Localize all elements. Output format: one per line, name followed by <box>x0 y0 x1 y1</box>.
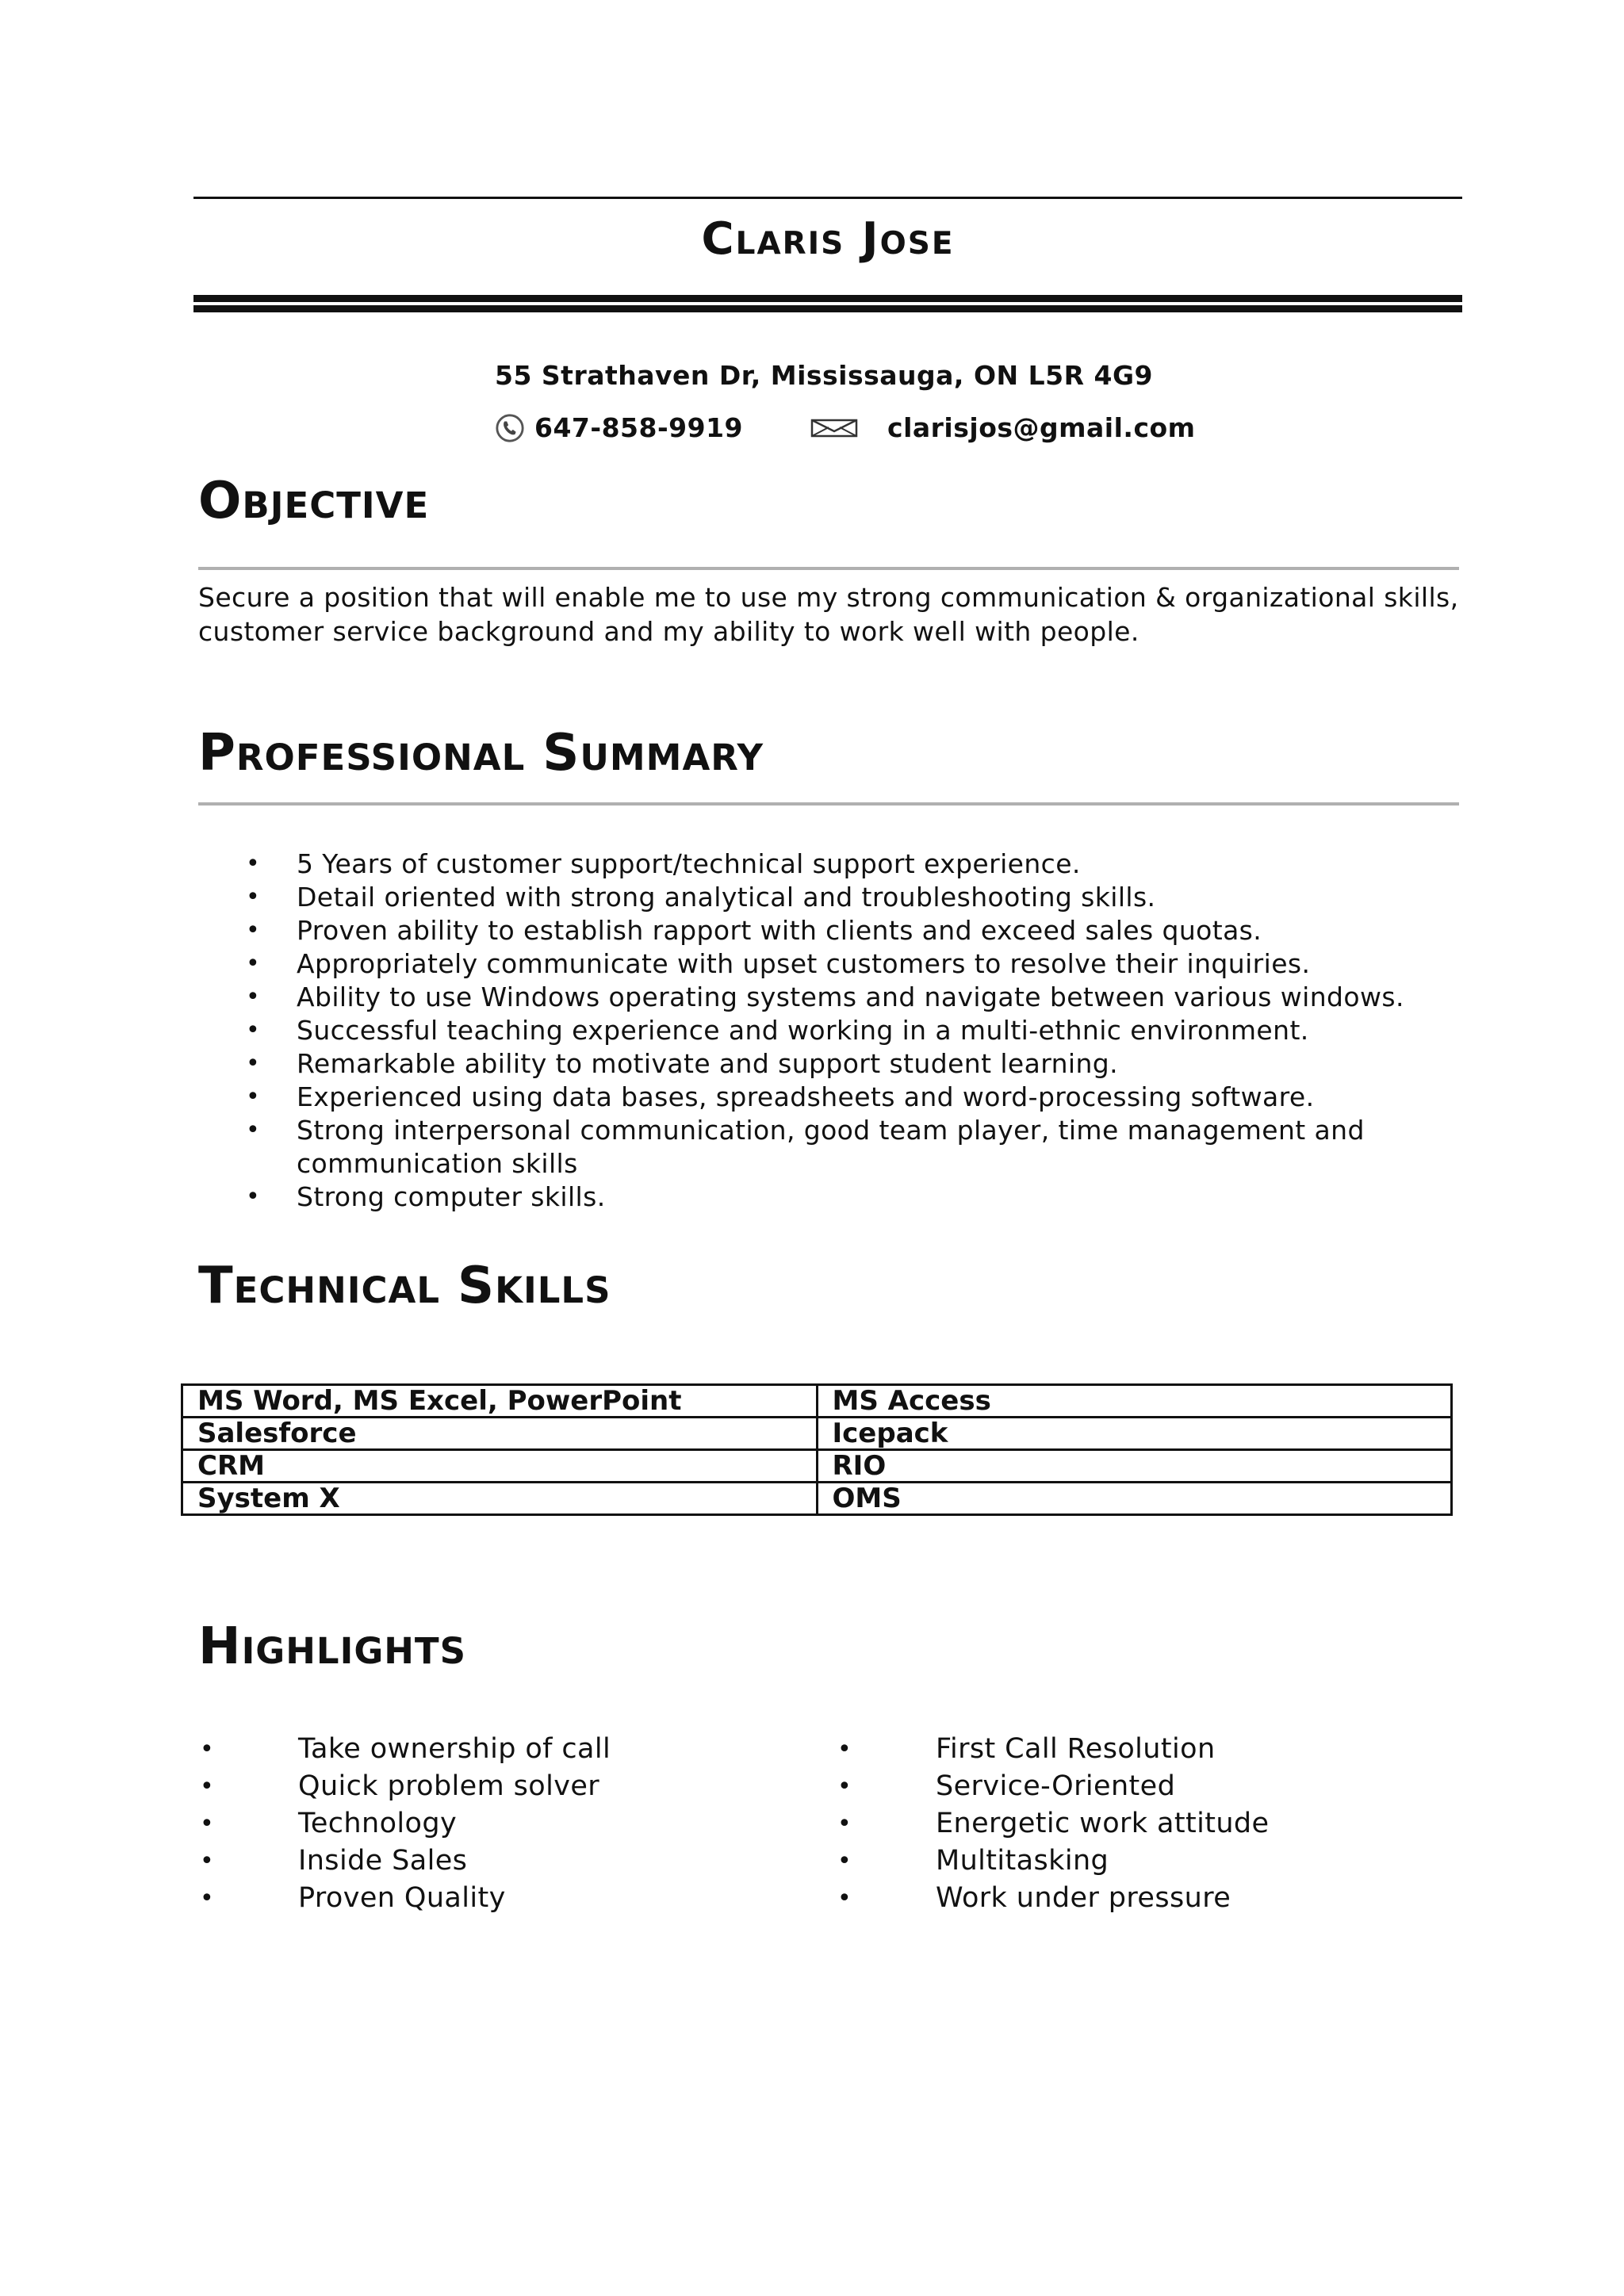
table-row <box>182 1483 1452 1515</box>
table-cell: MS Access <box>817 1385 1452 1418</box>
name-divider-thick <box>193 295 1462 302</box>
table-cell: Salesforce <box>182 1418 818 1450</box>
table-row <box>182 1385 1452 1418</box>
skills-heading <box>198 1257 628 1315</box>
highlights-right-list <box>837 1731 1456 1917</box>
list-item: • Ability to use Windows operating systems and navigate between various windows. <box>246 981 1475 1014</box>
table-cell: RIO <box>817 1450 1452 1483</box>
phone-icon <box>495 413 525 443</box>
list-item: • Experienced using data bases, spreadsheets and word-processing software. <box>246 1081 1475 1114</box>
table-row <box>182 1450 1452 1483</box>
objective-text: Secure a position that will enable me to use my strong communication & organizational skills, customer service background and my ability to work well with people. <box>198 582 1459 647</box>
address: 55 Strathaven Dr, Mississauga, ON L5R 4G9 <box>495 360 1154 391</box>
list-item: • Detail oriented with strong analytical and troubleshooting skills. <box>246 881 1475 914</box>
table-cell: Icepack <box>817 1418 1452 1450</box>
skills-table <box>181 1383 1453 1516</box>
list-item: • Technology <box>200 1805 802 1843</box>
list-item: • Energetic work attitude <box>837 1805 1456 1843</box>
list-item: • Service-Oriented <box>837 1768 1456 1805</box>
list-item: • Quick problem solver <box>200 1768 802 1805</box>
summary-heading-word-1: Professional <box>198 724 526 783</box>
phone-number: 647-858-9919 <box>534 412 744 443</box>
objective-divider <box>198 567 1459 570</box>
list-item: • Strong computer skills. <box>246 1181 1475 1214</box>
skills-heading-word-2: Skills <box>458 1257 611 1315</box>
table-cell: OMS <box>817 1483 1452 1515</box>
skills-heading-word-1: Technical <box>198 1257 441 1315</box>
summary-heading <box>198 724 781 783</box>
list-item: • First Call Resolution <box>837 1731 1456 1768</box>
list-item: • Appropriately communicate with upset customers to resolve their inquiries. <box>246 947 1475 981</box>
summary-divider <box>198 802 1459 806</box>
candidate-name: Claris Jose <box>701 213 955 265</box>
list-item: • 5 Years of customer support/technical support experience. <box>246 848 1475 881</box>
summary-list <box>246 848 1475 1214</box>
highlights-left-list <box>200 1731 802 1917</box>
contact-line <box>495 412 1196 443</box>
email-address: clarisjos@gmail.com <box>887 412 1196 443</box>
list-item: • Work under pressure <box>837 1880 1456 1917</box>
highlights-heading: Highlights <box>198 1617 467 1676</box>
list-item: • Take ownership of call <box>200 1731 802 1768</box>
list-item: • Proven ability to establish rapport with clients and exceed sales quotas. <box>246 914 1475 947</box>
table-cell: System X <box>182 1483 818 1515</box>
table-cell: CRM <box>182 1450 818 1483</box>
name-divider-thin <box>193 305 1462 312</box>
list-item: • Remarkable ability to motivate and support student learning. <box>246 1047 1475 1081</box>
list-item: • Multitasking <box>837 1843 1456 1880</box>
table-row <box>182 1418 1452 1450</box>
summary-heading-word-2: Summary <box>542 724 764 783</box>
top-divider <box>193 197 1462 199</box>
list-item: • Inside Sales <box>200 1843 802 1880</box>
list-item: • Proven Quality <box>200 1880 802 1917</box>
list-item: • Successful teaching experience and working in a multi-ethnic environment. <box>246 1014 1475 1047</box>
objective-heading: Objective <box>198 472 430 530</box>
mail-icon <box>810 417 859 439</box>
list-item: • Strong interpersonal communication, good team player, time management and communication skills <box>246 1114 1475 1181</box>
table-cell: MS Word, MS Excel, PowerPoint <box>182 1385 818 1418</box>
